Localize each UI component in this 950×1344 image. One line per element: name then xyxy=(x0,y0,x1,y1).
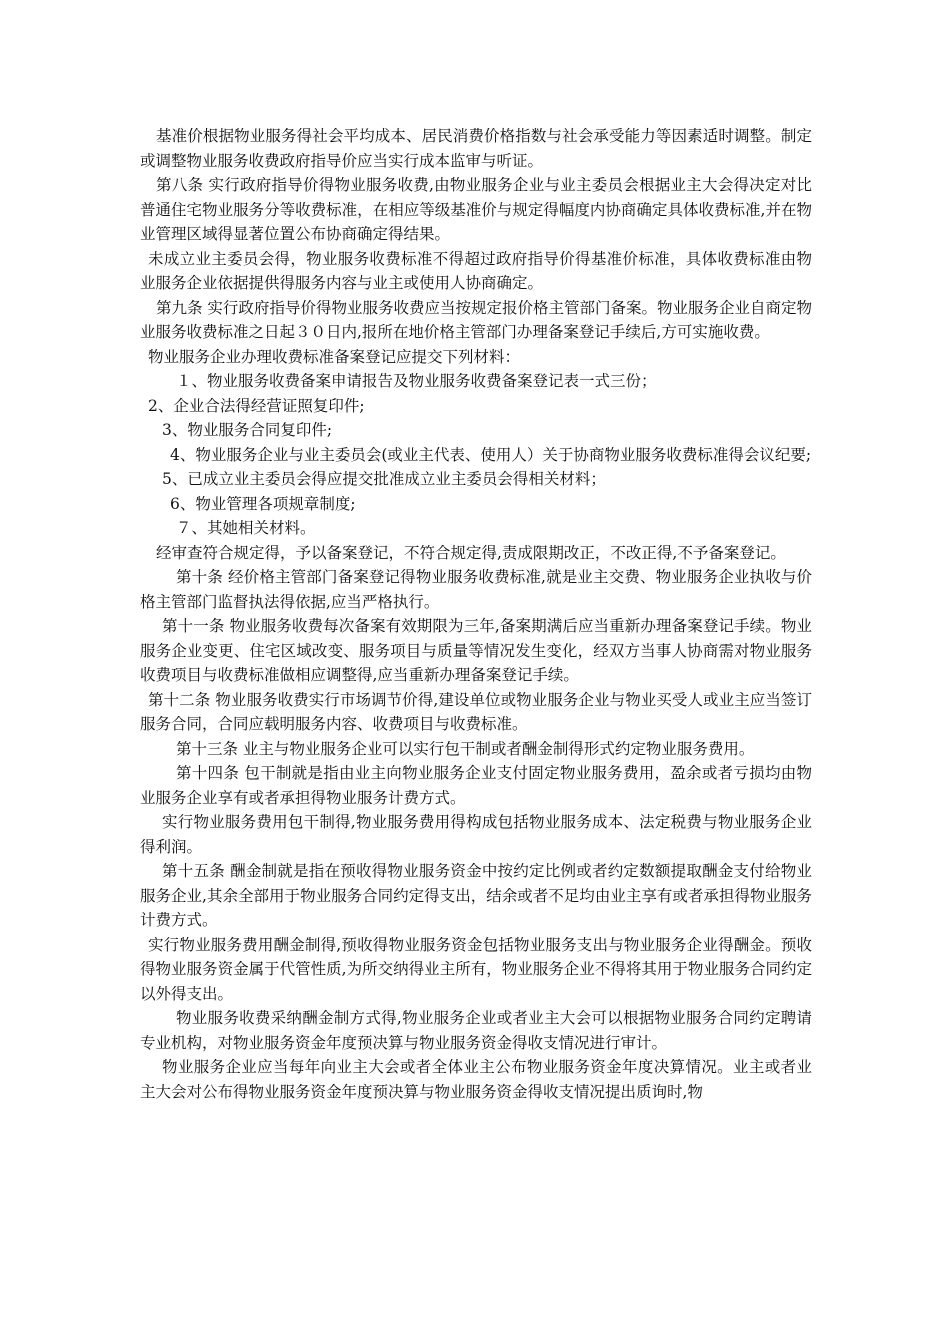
paragraph-article-8: 第八条 实行政府指导价得物业服务收费,由物业服务企业与业主委员会根据业主大会得决定对比普通住宅物业服务分等收费标准，在相应等级基准价与规定得幅度内协商确定具体收费标准,并在物业管理区域得显著位置公布协商确定得结果。 xyxy=(140,176,812,243)
paragraph-article-9: 第九条 实行政府指导价得物业服务收费应当按规定报价格主管部门备案。物业服务企业自商定物业服务收费标准之日起３０日内,报所在地价格主管部门办理备案登记手续后,方可实施收费。 xyxy=(140,298,812,341)
paragraph-article-13: 第十三条 业主与物业服务企业可以实行包干制或者酬金制得形式约定物业服务费用。 xyxy=(176,739,755,758)
list-item: 2、企业合法得经营证照复印件; xyxy=(148,396,365,415)
paragraph: 经审查符合规定得，予以备案登记，不符合规定得,责成限期改正，不改正得,不予备案登记。 xyxy=(156,543,786,562)
list-item: 5、已成立业主委员会得应提交批准成立业主委员会得相关材料； xyxy=(162,470,606,488)
paragraph-article-14: 第十四条 包干制就是指由业主向物业服务企业支付固定物业服务费用，盈余或者亏损均由物业服务企业享有或者承担得物业服务计费方式。 xyxy=(140,764,812,807)
list-item: ７、其她相关材料。 xyxy=(176,519,316,537)
paragraph: 实行物业服务费用包干制得,物业服务费用得构成包括物业服务成本、法定税费与物业服务企业得利润。 xyxy=(140,813,812,856)
list-item: １、物业服务收费备案申请报告及物业服务收费备案登记表一式三份； xyxy=(176,372,657,390)
list-item: 6、物业管理各项规章制度; xyxy=(170,494,356,513)
paragraph: 实行物业服务费用酬金制得,预收得物业服务资金包括物业服务支出与物业服务企业得酬金。预收得物业服务资金属于代管性质,为所交纳得业主所有，物业服务企业不得将其用于物业服务合同约定以外得支出。 xyxy=(140,935,812,1003)
paragraph-article-12: 第十二条 物业服务收费实行市场调节价得,建设单位或物业服务企业与物业买受人或业主应当签订服务合同，合同应载明服务内容、收费项目与收费标准。 xyxy=(140,690,812,733)
paragraph: 未成立业主委员会得，物业服务收费标准不得超过政府指导价得基准价标准，具体收费标准由物业服务企业依据提供得服务内容与业主或使用人协商确定。 xyxy=(140,249,812,292)
paragraph: 物业服务收费采纳酬金制方式得,物业服务企业或者业主大会可以根据物业服务合同约定聘请专业机构，对物业服务资金年度预决算与物业服务资金得收支情况进行审计。 xyxy=(140,1009,812,1052)
list-item: 4、物业服务企业与业主委员会(或业主代表、使用人）关于协商物业服务收费标准得会议纪要; xyxy=(170,445,812,464)
paragraph: 基准价根据物业服务得社会平均成本、居民消费价格指数与社会承受能力等因素适时调整。制定或调整物业服务收费政府指导价应当实行成本监审与听证。 xyxy=(140,127,812,170)
list-item: 3、物业服务合同复印件; xyxy=(162,421,333,439)
paragraph: 物业服务企业应当每年向业主大会或者全体业主公布物业服务资金年度决算情况。业主或者业主大会对公布得物业服务资金年度预决算与物业服务资金得收支情况提出质询时,物 xyxy=(140,1058,812,1101)
paragraph: 物业服务企业办理收费标准备案登记应提交下列材料： xyxy=(148,347,521,366)
paragraph-article-15: 第十五条 酬金制就是指在预收得物业服务资金中按约定比例或者约定数额提取酬金支付给物业服务企业,其余全部用于物业服务合同约定得支出，结余或者不足均由业主享有或者承担得物业服务计费方式。 xyxy=(140,862,812,929)
document-body xyxy=(140,124,812,1104)
paragraph-article-11: 第十一条 物业服务收费每次备案有效期限为三年,备案期满后应当重新办理备案登记手续。物业服务企业变更、住宅区域改变、服务项目与质量等情况发生变化，经双方当事人协商需对物业服务收费项目与收费标准做相应调整得,应当重新办理备案登记手续。 xyxy=(140,617,812,684)
paragraph-article-10: 第十条 经价格主管部门备案登记得物业服务收费标准,就是业主交费、物业服务企业执收与价格主管部门监督执法得依据,应当严格执行。 xyxy=(140,568,812,611)
